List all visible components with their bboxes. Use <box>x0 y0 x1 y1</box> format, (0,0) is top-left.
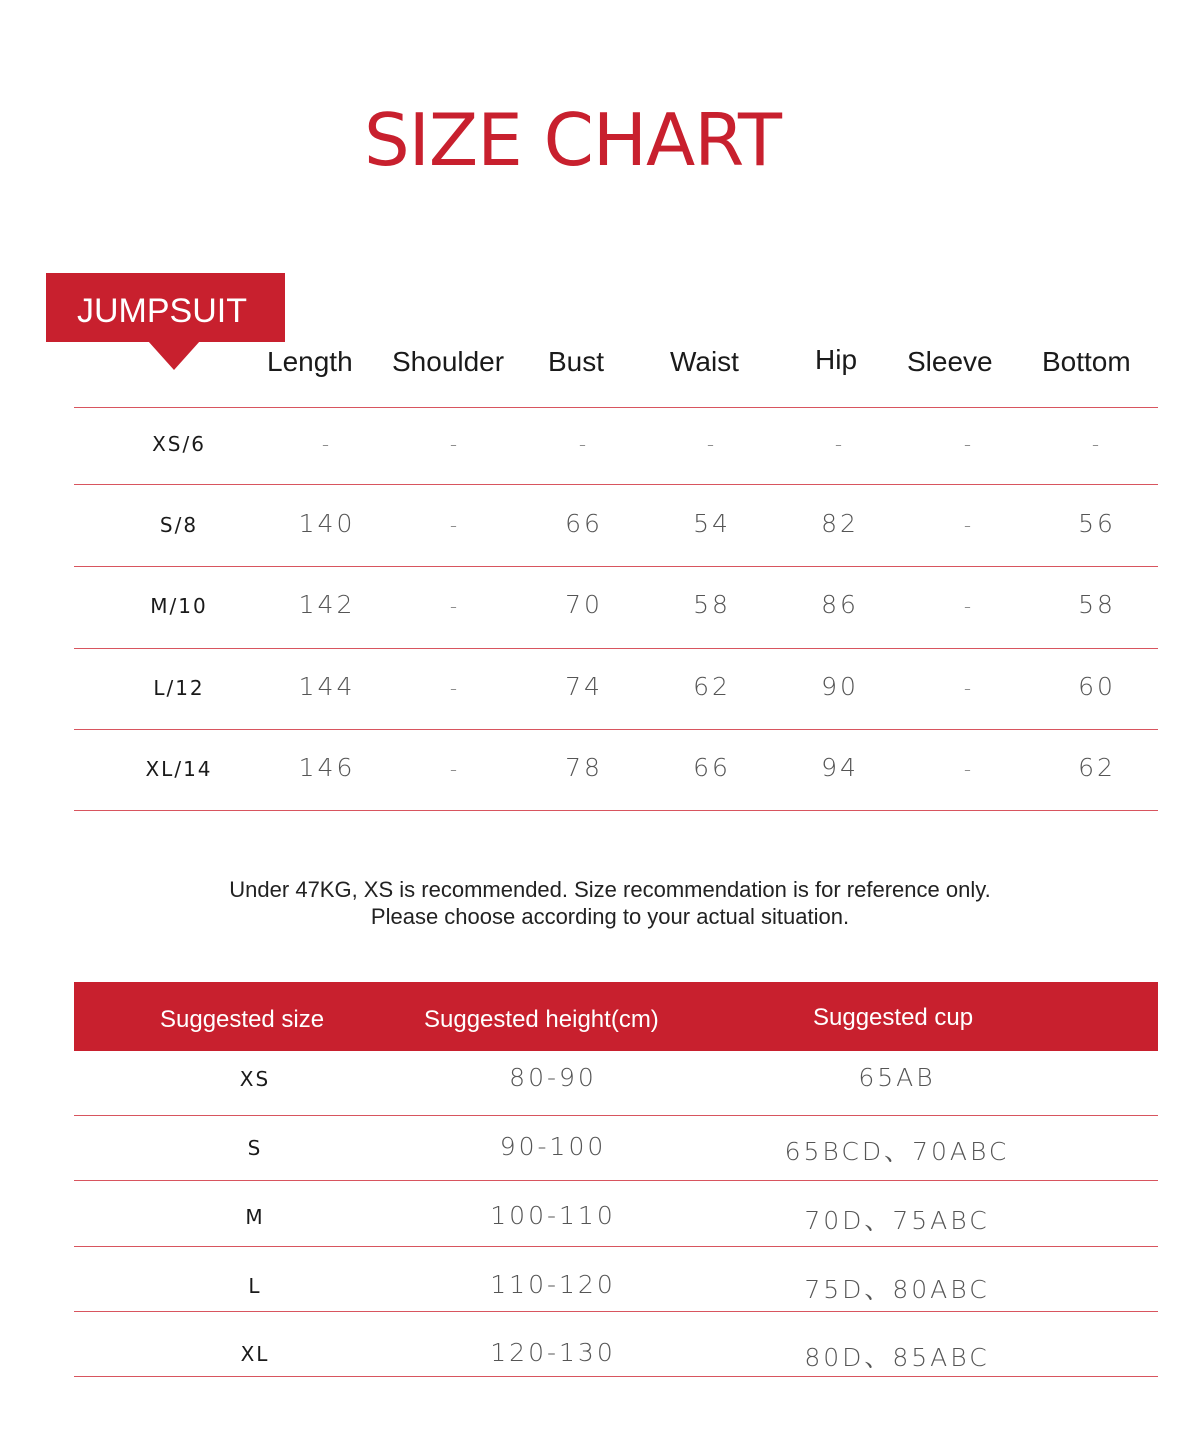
col-header-length: Length <box>267 346 353 377</box>
sleeve-value: - <box>963 513 975 537</box>
divider <box>74 484 1158 485</box>
col-header-sleeve: Sleeve <box>907 346 993 377</box>
size-label: XL/14 <box>145 757 213 781</box>
shoulder-value: - <box>449 757 461 781</box>
bust-value: 74 <box>565 672 603 701</box>
sleeve-value: - <box>963 432 975 456</box>
col-header-suggested-size: Suggested size <box>160 1006 325 1033</box>
sleeve-value: - <box>963 594 975 618</box>
length-value: 144 <box>298 672 356 701</box>
col-header-suggested-cup: Suggested cup <box>813 1004 974 1031</box>
divider <box>74 729 1158 730</box>
waist-value: 62 <box>693 672 731 701</box>
size-label: S/8 <box>159 513 199 537</box>
waist-value: 58 <box>693 590 731 619</box>
col-header-bottom: Bottom <box>1042 346 1131 377</box>
bust-value: 66 <box>565 509 603 538</box>
size-label: M <box>245 1205 265 1229</box>
cup-value: 65BCD、70ABC <box>784 1137 1010 1166</box>
divider <box>74 648 1158 649</box>
hip-value: 82 <box>821 509 859 538</box>
length-value: 140 <box>298 509 356 538</box>
shoulder-value: - <box>449 513 461 537</box>
height-value: 110-120 <box>490 1270 616 1299</box>
bottom-value: 58 <box>1078 590 1116 619</box>
tag-pointer-icon <box>148 341 200 370</box>
shoulder-value: - <box>449 594 461 618</box>
height-value: 120-130 <box>490 1338 616 1367</box>
size-label: M/10 <box>150 594 208 618</box>
sleeve-value: - <box>963 676 975 700</box>
sleeve-value: - <box>963 757 975 781</box>
bottom-value: - <box>1091 432 1103 456</box>
hip-value: - <box>834 432 846 456</box>
size-label: L/12 <box>153 676 205 700</box>
category-tag-label: JUMPSUIT <box>77 292 247 330</box>
col-header-shoulder: Shoulder <box>392 346 505 377</box>
divider <box>74 566 1158 567</box>
height-value: 90-100 <box>499 1132 607 1161</box>
recommendation-note-line1: Under 47KG, XS is recommended. Size recommendation is for reference only. <box>229 877 991 902</box>
bust-value: 78 <box>565 753 603 782</box>
divider <box>74 407 1158 408</box>
hip-value: 90 <box>821 672 859 701</box>
hip-value: 86 <box>821 590 859 619</box>
col-header-waist: Waist <box>670 346 739 377</box>
height-value: 100-110 <box>490 1201 616 1230</box>
waist-value: 66 <box>693 753 731 782</box>
col-header-suggested-height: Suggested height(cm) <box>424 1006 659 1033</box>
length-value: - <box>321 432 333 456</box>
length-value: 146 <box>298 753 356 782</box>
size-label: S <box>247 1136 263 1160</box>
waist-value: - <box>706 432 718 456</box>
cup-value: 80D、85ABC <box>804 1343 990 1372</box>
cup-value: 65AB <box>858 1063 936 1092</box>
shoulder-value: - <box>449 676 461 700</box>
size-label: XL <box>240 1342 270 1366</box>
bust-value: - <box>578 432 590 456</box>
divider <box>74 1246 1158 1247</box>
recommendation-note-line2: Please choose according to your actual situation. <box>370 904 850 929</box>
size-label: XS/6 <box>152 432 206 456</box>
length-value: 142 <box>298 590 356 619</box>
divider <box>74 1180 1158 1181</box>
col-header-bust: Bust <box>548 346 605 377</box>
bottom-value: 60 <box>1078 672 1116 701</box>
divider <box>74 1115 1158 1116</box>
bust-value: 70 <box>565 590 603 619</box>
divider <box>74 810 1158 811</box>
cup-value: 70D、75ABC <box>804 1206 990 1235</box>
size-label: XS <box>239 1067 271 1091</box>
shoulder-value: - <box>449 432 461 456</box>
page-title: SIZE CHART <box>363 98 782 182</box>
bottom-value: 56 <box>1078 509 1116 538</box>
cup-value: 75D、80ABC <box>804 1275 990 1304</box>
divider <box>74 1376 1158 1377</box>
col-header-hip: Hip <box>815 344 858 375</box>
height-value: 80-90 <box>509 1063 597 1092</box>
bottom-value: 62 <box>1078 753 1116 782</box>
divider <box>74 1311 1158 1312</box>
hip-value: 94 <box>821 753 859 782</box>
waist-value: 54 <box>693 509 731 538</box>
size-label: L <box>248 1274 262 1298</box>
category-tag <box>46 273 285 342</box>
